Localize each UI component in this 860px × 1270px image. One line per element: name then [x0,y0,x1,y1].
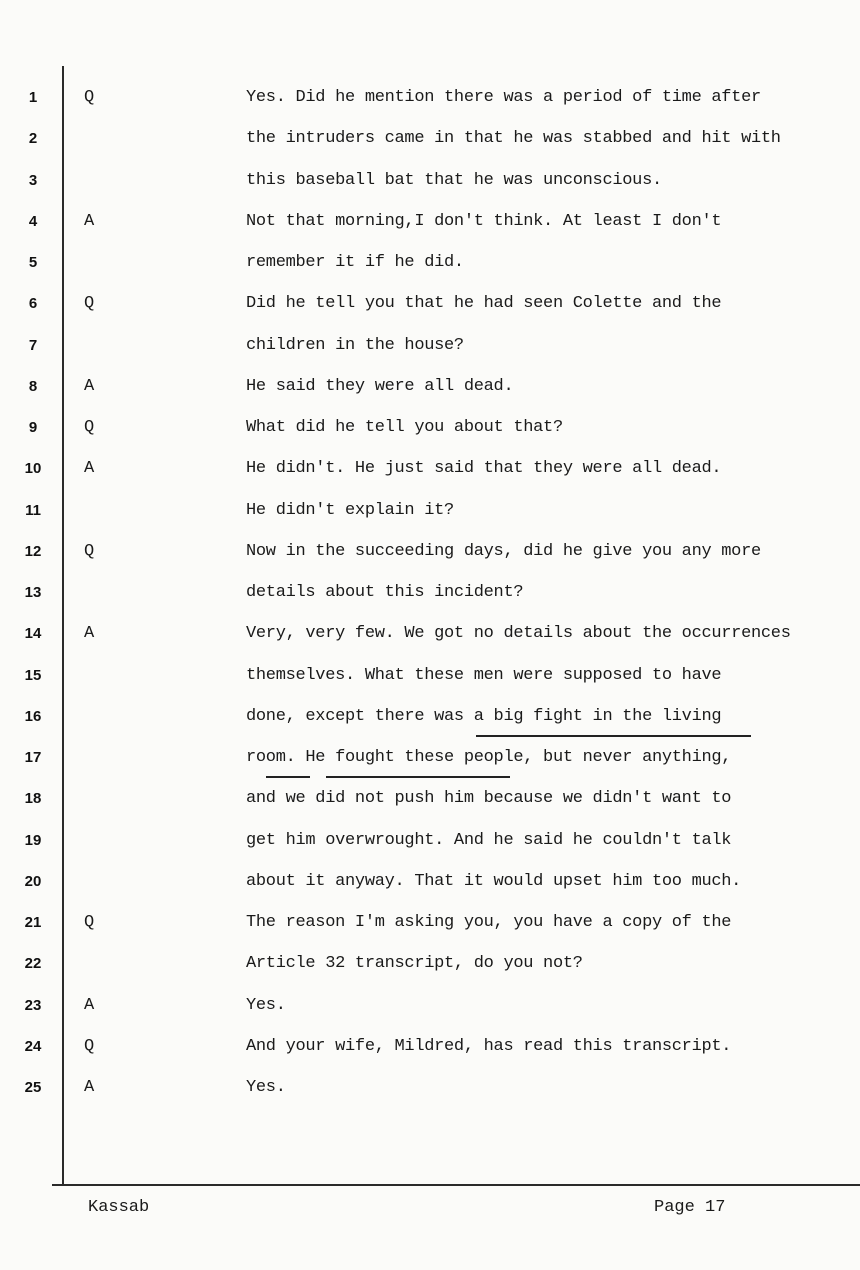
line-number: 14 [24,625,42,642]
line-number: 19 [24,832,42,849]
line-number: 5 [28,254,38,271]
line-text: and we did not push him because we didn't want to [246,789,732,808]
line-text: He didn't. He just said that they were all dead. [246,459,722,478]
transcript-line [0,120,860,158]
transcript-line [0,203,860,241]
line-number: 2 [28,130,38,147]
line-number: 21 [24,914,42,931]
speaker-marker: A [84,624,95,643]
line-number: 17 [24,749,42,766]
speaker-marker: A [84,459,95,478]
line-text: Yes. Did he mention there was a period of time after [246,88,761,107]
line-text: remember it if he did. [246,253,464,272]
line-text: Yes. [246,1078,286,1097]
speaker-marker: Q [84,542,95,561]
line-text: The reason I'm asking you, you have a copy of the [246,913,732,932]
footer-page-number: Page 17 [654,1198,726,1217]
transcript-line [0,492,860,530]
line-text: And your wife, Mildred, has read this transcript. [246,1037,732,1056]
line-number: 16 [24,708,42,725]
speaker-marker: Q [84,418,95,437]
transcript-line [0,739,860,777]
transcript-line [0,904,860,942]
line-text: children in the house? [246,336,464,355]
line-text: get him overwrought. And he said he couldn't talk [246,831,732,850]
line-number: 3 [28,172,38,189]
line-text: details about this incident? [246,583,524,602]
line-number: 1 [28,89,38,106]
transcript-line [0,987,860,1025]
speaker-marker: A [84,996,95,1015]
line-text: Very, very few. We got no details about the occurrences [246,624,791,643]
bottom-rule [52,1184,860,1186]
speaker-marker: Q [84,1037,95,1056]
line-number: 10 [24,460,42,477]
transcript-line [0,1028,860,1066]
line-number: 9 [28,419,38,436]
line-number: 8 [28,378,38,395]
transcript-line [0,368,860,406]
underline-fought-people [326,776,510,778]
line-number: 15 [24,667,42,684]
transcript-line [0,327,860,365]
transcript-line [0,574,860,612]
transcript-line [0,822,860,860]
transcript-line [0,244,860,282]
line-text: room. He fought these people, but never anything, [246,748,732,767]
line-text: themselves. What these men were supposed to have [246,666,722,685]
line-text: Yes. [246,996,286,1015]
line-text: this baseball bat that he was unconscious. [246,171,662,190]
transcript-line [0,285,860,323]
line-number: 23 [24,997,42,1014]
speaker-marker: A [84,212,95,231]
speaker-marker: Q [84,294,95,313]
transcript-line [0,863,860,901]
transcript-line [0,698,860,736]
transcript-line [0,945,860,983]
speaker-marker: A [84,1078,95,1097]
transcript-line [0,162,860,200]
line-text: Article 32 transcript, do you not? [246,954,583,973]
line-number: 7 [28,337,38,354]
line-text: done, except there was a big fight in the living [246,707,722,726]
line-number: 4 [28,213,38,230]
line-number: 6 [28,295,38,312]
transcript-line [0,450,860,488]
transcript-line [0,533,860,571]
transcript-line [0,780,860,818]
line-number: 18 [24,790,42,807]
transcript-line [0,1069,860,1107]
line-text: Now in the succeeding days, did he give you any more [246,542,761,561]
line-text: the intruders came in that he was stabbed and hit with [246,129,781,148]
footer-witness-name: Kassab [88,1198,150,1217]
line-text: Did he tell you that he had seen Colette and the [246,294,722,313]
transcript-line [0,409,860,447]
line-number: 12 [24,543,42,560]
speaker-marker: Q [84,88,95,107]
line-number: 24 [24,1038,42,1055]
transcript-line [0,657,860,695]
speaker-marker: A [84,377,95,396]
speaker-marker: Q [84,913,95,932]
line-number: 22 [24,955,42,972]
line-text: He didn't explain it? [246,501,454,520]
underline-room [266,776,310,778]
line-number: 13 [24,584,42,601]
line-text: What did he tell you about that? [246,418,563,437]
underline-big-fight [476,735,751,737]
transcript-line [0,615,860,653]
line-text: about it anyway. That it would upset him too much. [246,872,742,891]
line-number: 20 [24,873,42,890]
transcript-line [0,79,860,117]
line-text: Not that morning,I don't think. At least I don't [246,212,722,231]
line-number: 11 [25,502,41,519]
line-text: He said they were all dead. [246,377,514,396]
line-number: 25 [24,1079,42,1096]
